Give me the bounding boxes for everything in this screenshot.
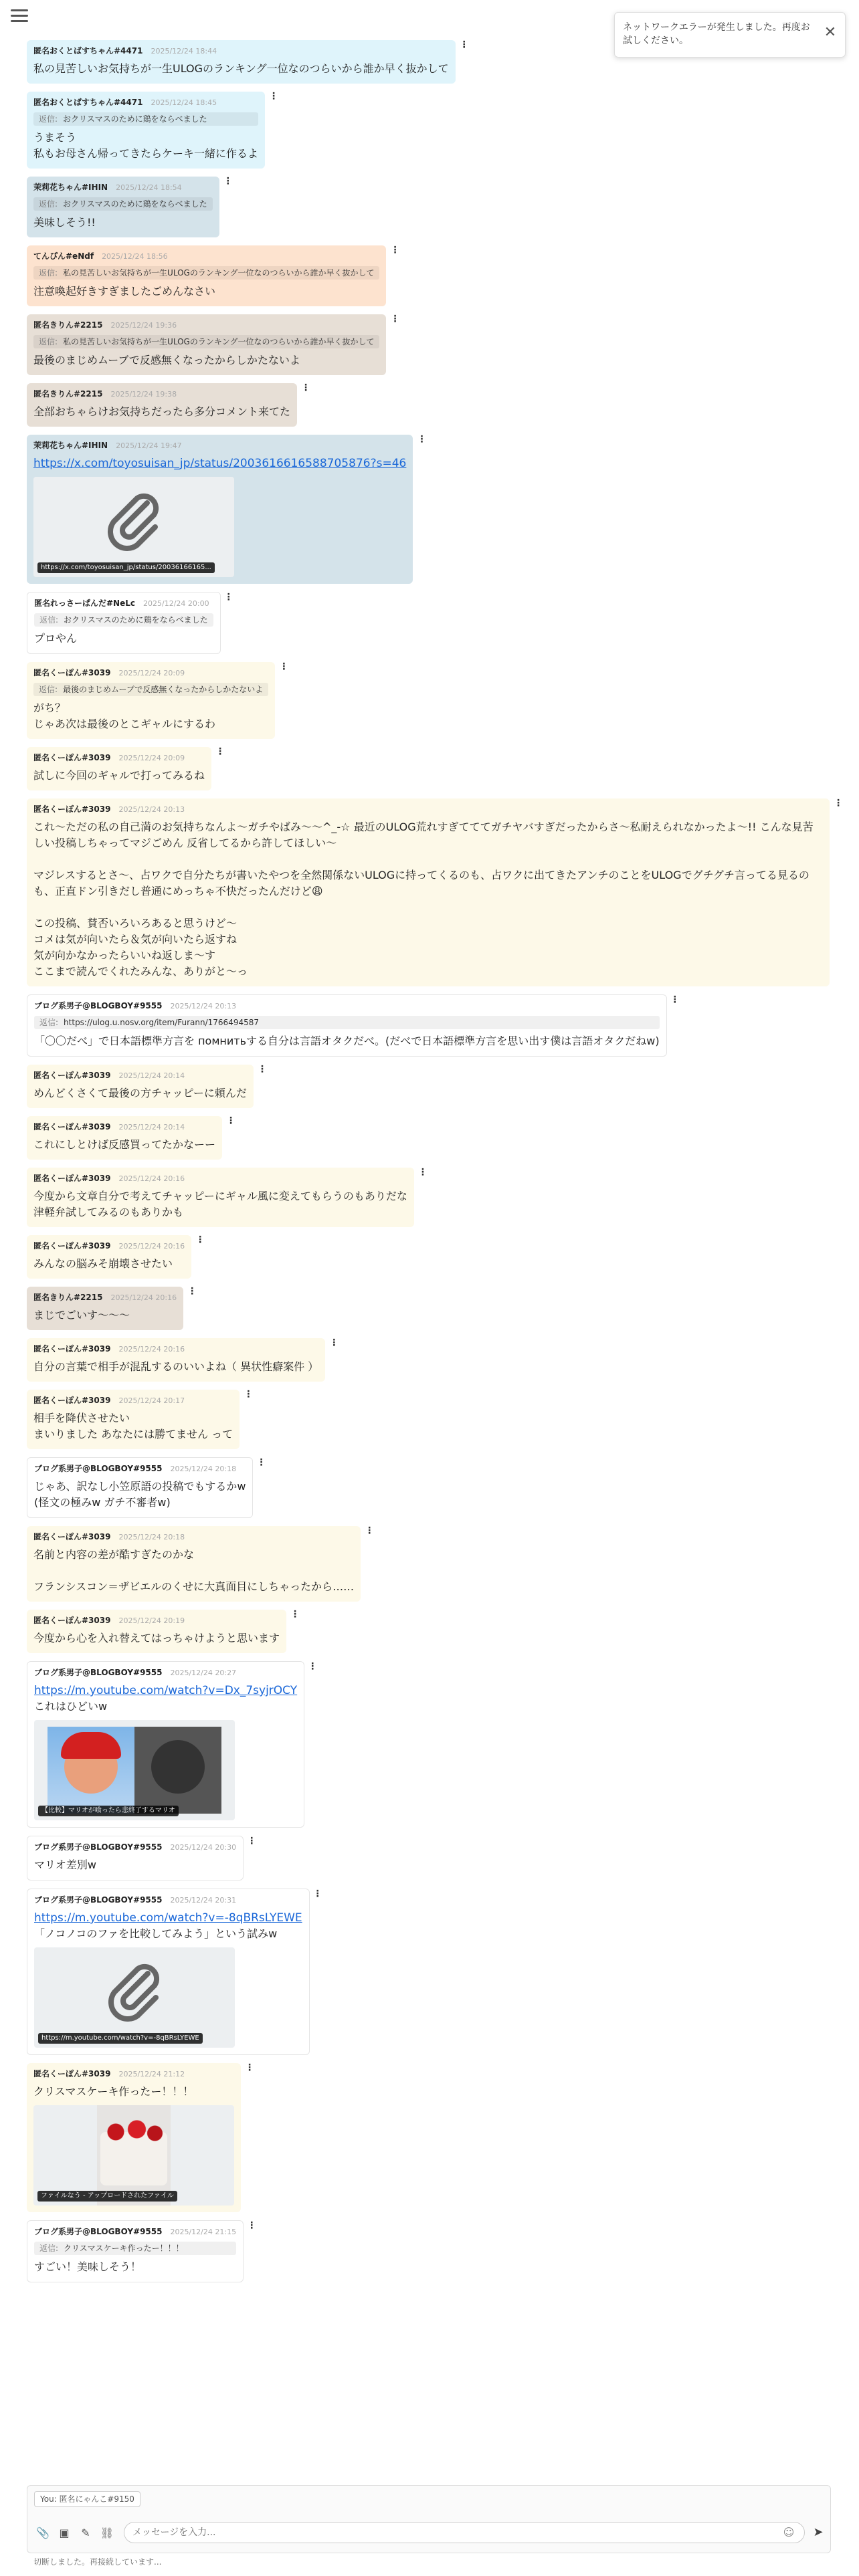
- message-header: [33, 389, 290, 400]
- more-options-icon[interactable]: ⋮: [257, 1064, 267, 1075]
- error-toast: [614, 12, 846, 58]
- message-header: [34, 1667, 297, 1679]
- timestamp: 2025/12/24 19:47: [116, 441, 182, 450]
- message-header: [33, 804, 823, 815]
- timestamp: 2025/12/24 18:56: [102, 252, 168, 261]
- message-body: がち？ じゃあ次は最後のとこギャルにするわ: [33, 702, 216, 730]
- chat-message: [27, 1115, 236, 1160]
- chat-message: [27, 39, 469, 84]
- message-header: [34, 2226, 236, 2238]
- author-name[interactable]: 匿名くーぽん#3039: [33, 804, 111, 814]
- message-body: 私の見苦しいお気持ちが一生ULOGのランキング一位なのつらいから誰か早く抜かして: [33, 62, 449, 75]
- timestamp: 2025/12/24 20:13: [118, 805, 185, 814]
- author-name[interactable]: ブログ系男子@BLOGBOY#9555: [34, 2227, 163, 2236]
- message-header: [33, 440, 406, 451]
- message-row: [27, 177, 830, 245]
- reply-quote: [33, 197, 213, 211]
- author-name[interactable]: 匿名くーぽん#3039: [33, 1071, 111, 1080]
- message-input[interactable]: [124, 2522, 805, 2543]
- author-name[interactable]: 匿名くーぽん#3039: [33, 668, 111, 677]
- message-row: [27, 1526, 830, 1610]
- more-options-icon[interactable]: ⋮: [223, 592, 233, 603]
- author-name[interactable]: ブログ系男子@BLOGBOY#9555: [34, 1842, 163, 1852]
- message-row: [27, 1661, 830, 1836]
- attach-icon[interactable]: 📎: [36, 2527, 50, 2539]
- message-row: [27, 245, 830, 314]
- more-options-icon[interactable]: ⋮: [459, 39, 469, 50]
- chat-message: [27, 661, 289, 739]
- message-body: 試しに今回のギャルで打ってみるね: [33, 769, 205, 782]
- more-options-icon[interactable]: ⋮: [279, 661, 289, 672]
- message-body: 今度から心を入れ替えてはっちゃけようと思います: [33, 1632, 280, 1644]
- more-options-icon[interactable]: ⋮: [247, 1836, 257, 1846]
- reply-text: おクリスマスのために鶏をならべました: [64, 615, 208, 625]
- emoji-icon[interactable]: ☺: [783, 2526, 795, 2539]
- message-row: [27, 1338, 830, 1390]
- link-preview[interactable]: [34, 1947, 235, 2048]
- more-options-icon[interactable]: ⋮: [247, 2220, 257, 2231]
- reply-quote: [33, 112, 258, 126]
- message-header: [33, 45, 449, 57]
- message-body: 自分の言葉で相手が混乱するのいいよね（ 異状性癖案件 ）: [33, 1360, 319, 1373]
- more-options-icon[interactable]: ⋮: [215, 746, 225, 757]
- message-row: [27, 592, 830, 662]
- more-options-icon[interactable]: ⋮: [256, 1457, 266, 1468]
- timestamp: 2025/12/24 20:09: [118, 754, 185, 762]
- message-header: [33, 1121, 215, 1133]
- reply-text: 私の見苦しいお気持ちが一生ULOGのランキング一位なのつらいから誰か早く抜かして: [63, 337, 375, 346]
- message-body: 最後のまじめムーブで反感無くなったからしかたないよ: [33, 354, 300, 366]
- reply-text: おクリスマスのために鶏をならべました: [63, 199, 207, 209]
- timestamp: 2025/12/24 20:19: [118, 1616, 185, 1625]
- chat-message: [27, 592, 233, 654]
- more-options-icon[interactable]: ⋮: [301, 383, 311, 393]
- message-header: [33, 667, 268, 679]
- message-row: [27, 2220, 830, 2290]
- toast-message: ネットワークエラーが発生しました。再度お試しください。: [623, 22, 810, 46]
- message-body: 名前と内容の差が酷すぎたのかな フランシスコン＝ザビエルのくせに大真面目にしちゃったから……: [33, 1548, 355, 1593]
- message-row: [27, 994, 830, 1065]
- message-header: [34, 598, 213, 609]
- author-name[interactable]: 匿名くーぽん#3039: [33, 1616, 111, 1625]
- more-options-icon[interactable]: ⋮: [195, 1235, 205, 1245]
- link-icon[interactable]: ⛓: [100, 2527, 114, 2539]
- message-header: [33, 97, 258, 108]
- message-row: [27, 1836, 830, 1889]
- preview-caption: https://m.youtube.com/watch?v=-8qBRsLYEWE: [38, 2033, 203, 2044]
- message-body: みんなの脳みそ崩壊させたい: [33, 1257, 173, 1270]
- reply-text: 私の見苦しいお気持ちが一生ULOGのランキング一位なのつらいから誰か早く抜かして: [63, 268, 375, 278]
- chat-message: [27, 994, 680, 1057]
- message-body: プロやん: [34, 632, 78, 645]
- author-name[interactable]: 匿名きりん#2215: [33, 1293, 103, 1302]
- chat-message: [27, 798, 843, 986]
- message-header: [33, 320, 379, 331]
- message-header: [34, 1842, 236, 1853]
- reply-text: https://ulog.u.nosv.org/item/Furann/1766494587: [64, 1018, 259, 1027]
- timestamp: 2025/12/24 20:16: [110, 1293, 177, 1302]
- message-header: [33, 251, 379, 262]
- reply-quote: [33, 266, 379, 280]
- more-options-icon[interactable]: ⋮: [670, 994, 680, 1005]
- message-header: [33, 2068, 234, 2080]
- message-row: [27, 1457, 830, 1526]
- message-body: うまそう 私もお母さん帰ってきたらケーキ一緒に作るよ: [33, 131, 259, 160]
- message-body: まじでごいす〜〜〜: [33, 1309, 130, 1321]
- message-body: マリオ差別w: [34, 1858, 96, 1871]
- reply-tag: 返信:: [39, 2244, 59, 2253]
- thumbnail-right: [134, 1727, 221, 1814]
- chat-message: [27, 2220, 257, 2282]
- dark-face: [151, 1740, 205, 1794]
- chat-message: [27, 1836, 257, 1881]
- message-row: [27, 1390, 830, 1457]
- reply-tag: 返信:: [39, 337, 58, 346]
- more-options-icon[interactable]: ⋮: [390, 245, 400, 255]
- author-name[interactable]: 匿名れっさーぱんだ#NeLc: [34, 599, 135, 608]
- hamburger-menu-icon[interactable]: [11, 9, 28, 23]
- reply-tag: 返信:: [39, 615, 59, 625]
- chat-message: [27, 1609, 300, 1653]
- message-body: これにしとけば反感買ってたかなーー: [33, 1138, 216, 1151]
- message-header: [33, 1292, 177, 1303]
- timestamp: 2025/12/24 20:16: [118, 1242, 185, 1251]
- timestamp: 2025/12/24 20:17: [118, 1396, 185, 1405]
- message-row: [27, 314, 830, 383]
- message-body: 今度から文章自分で考えてチャッピーにギャル風に変えてもらうのもありだな 津軽弁試してみるのもありかも: [33, 1190, 407, 1218]
- message-row: [27, 1168, 830, 1235]
- author-name[interactable]: 匿名くーぽん#3039: [33, 1241, 111, 1251]
- message-body: めんどくさくて最後の方チャッピーに頼んだ: [33, 1087, 247, 1099]
- author-name[interactable]: 匿名きりん#2215: [33, 320, 103, 330]
- more-options-icon[interactable]: ⋮: [223, 176, 233, 187]
- message-row: [27, 1610, 830, 1661]
- link-preview[interactable]: [33, 477, 234, 577]
- message-header: [33, 1615, 280, 1626]
- author-name[interactable]: ブログ系男子@BLOGBOY#9555: [34, 1668, 163, 1677]
- author-name[interactable]: ブログ系男子@BLOGBOY#9555: [34, 1464, 163, 1473]
- reply-quote: [34, 2242, 236, 2255]
- message-row: [27, 662, 830, 747]
- timestamp: 2025/12/24 19:36: [110, 321, 177, 330]
- image-icon[interactable]: ▣: [59, 2527, 70, 2539]
- more-options-icon[interactable]: ⋮: [417, 434, 427, 445]
- message-header: [33, 752, 205, 764]
- message-row: [27, 1235, 830, 1287]
- reply-quote: [33, 335, 379, 348]
- message-body: これ〜ただの私の自己満のお気持ちなんよ〜ガチやばみ〜〜^_-☆ 最近のULOG荒れすぎてててガチヤバすぎだったからさ〜私耐えられなかったよ〜!! こんな見苦しい投稿しちゃってマジごめん 反省してるから許してほしい〜 マジレスするとさ〜、占ワクで自分たちが書いたやつを全然関係ないULOGに持ってくるのも、占ワクに出てきたアンチのことをULOGでグチグチ言ってる見るのも、正直ドン引きだし普通にめっちゃ不快だったんだけど😩 この投稿、賛否いろいろあると思うけど〜 コメは気が向いたら＆気が向いたら返すね 気が向かなかったらいいね返しま〜す ここまで読んでくれたみんな、ありがと〜っ: [33, 821, 814, 978]
- more-options-icon[interactable]: ⋮: [244, 1389, 254, 1400]
- reply-tag: 返信:: [39, 268, 58, 278]
- message-body: これはひどいw: [34, 1700, 108, 1713]
- message-body: クリスマスケーキ作ったー！！！: [33, 2085, 194, 2098]
- author-name[interactable]: ブログ系男子@BLOGBOY#9555: [34, 1001, 163, 1010]
- author-name[interactable]: 匿名くーぽん#3039: [33, 1344, 111, 1354]
- author-name[interactable]: 匿名くーぽん#3039: [33, 753, 111, 762]
- more-options-icon[interactable]: ⋮: [226, 1115, 236, 1126]
- message-body: 注意喚起好きすぎましたごめんなさい: [33, 285, 216, 298]
- message-row: [27, 383, 830, 435]
- message-link[interactable]: https://m.youtube.com/watch?v=-8qBRsLYEWE: [34, 1911, 302, 1925]
- author-name[interactable]: 匿名くーぽん#3039: [33, 2069, 111, 2078]
- message-body: じゃあ、訳なし小笠原語の投稿でもするかw (怪文の極みw ガチ不審者w): [34, 1480, 246, 1509]
- timestamp: 2025/12/24 21:12: [118, 2070, 185, 2078]
- chat-message: [27, 1457, 266, 1518]
- message-row: [27, 798, 843, 994]
- message-body: 美味しそう!!: [33, 216, 96, 229]
- chat-message: [27, 1064, 267, 1108]
- author-name[interactable]: 茉莉花ちゃん#IHIN: [33, 183, 108, 192]
- chat-message: [27, 1661, 318, 1828]
- reply-tag: 返信:: [39, 1018, 59, 1027]
- reply-quote: [34, 613, 213, 627]
- message-header: [34, 1895, 302, 1906]
- chat-message: [27, 1525, 375, 1602]
- timestamp: 2025/12/24 21:15: [170, 2228, 237, 2236]
- reply-text: クリスマスケーキ作ったー！！！: [64, 2244, 184, 2253]
- message-row: [27, 1889, 830, 2063]
- reply-tag: 返信:: [39, 114, 58, 124]
- more-options-icon[interactable]: ⋮: [834, 798, 843, 809]
- chat-message: [27, 1889, 322, 2055]
- timestamp: 2025/12/24 20:14: [118, 1071, 185, 1080]
- message-body: 全部おちゃらけお気持ちだったら多分コメント来てた: [33, 405, 291, 418]
- more-options-icon[interactable]: ⋮: [329, 1337, 339, 1348]
- reply-tag: 返信:: [39, 685, 58, 694]
- chat-message: [27, 383, 311, 427]
- author-name[interactable]: ブログ系男子@BLOGBOY#9555: [34, 1895, 163, 1905]
- author-name[interactable]: 匿名くーぽん#3039: [33, 1396, 111, 1405]
- timestamp: 2025/12/24 20:18: [170, 1465, 237, 1473]
- more-options-icon[interactable]: ⋮: [245, 2062, 254, 2073]
- message-feed: [27, 39, 843, 2290]
- message-body: 「〇〇だべ」で日本語標準方言を помнитьする自分は言語オタクだべ。(だべで日本語標準方言を思い出す僕は言語オタクだねw): [34, 1035, 660, 1047]
- timestamp: 2025/12/24 18:54: [116, 183, 182, 192]
- timestamp: 2025/12/24 18:44: [151, 47, 217, 56]
- close-icon[interactable]: ✕: [824, 24, 837, 41]
- message-body: 「ノコノコのファを比較してみよう」という試みw: [34, 1927, 278, 1940]
- chat-message: [27, 91, 279, 169]
- chat-message: [27, 1235, 205, 1279]
- chat-message: [27, 1389, 254, 1449]
- reply-quote: [34, 1016, 660, 1029]
- reply-quote: [33, 683, 268, 696]
- author-name[interactable]: 茉莉花ちゃん#IHIN: [33, 441, 108, 450]
- current-user-label: You: 匿名にゃんこ#9150: [34, 2491, 140, 2507]
- message-link[interactable]: https://x.com/toyosuisan_jp/status/2003616616588705876?s=46: [33, 457, 407, 470]
- reply-text: 最後のまじめムーブで反感無くなったからしかたないよ: [63, 685, 264, 694]
- preview-caption: https://x.com/toyosuisan_jp/status/20036166165...: [37, 562, 215, 573]
- more-options-icon[interactable]: ⋮: [365, 1525, 375, 1536]
- message-body: すごい！美味しそう！: [34, 2260, 142, 2273]
- timestamp: 2025/12/24 20:13: [170, 1002, 237, 1010]
- more-options-icon[interactable]: ⋮: [312, 1889, 322, 1899]
- timestamp: 2025/12/24 20:16: [118, 1174, 185, 1183]
- more-options-icon[interactable]: ⋮: [390, 314, 400, 324]
- message-row: [27, 92, 830, 177]
- timestamp: 2025/12/24 18:45: [151, 98, 217, 107]
- message-header: [33, 1173, 407, 1184]
- timestamp: 2025/12/24 20:16: [118, 1345, 185, 1354]
- chat-message: [27, 1286, 197, 1330]
- message-header: [34, 1000, 660, 1012]
- preview-caption: ファイルなう - アップロードされたファイル: [37, 2191, 177, 2202]
- message-composer: [27, 2485, 831, 2553]
- message-row: [27, 435, 830, 592]
- strawberries: [104, 2119, 164, 2145]
- preview-caption: 【比較】マリオが喰ったら悲終了するマリオ: [38, 1806, 179, 1816]
- message-header: [33, 1070, 247, 1081]
- author-name[interactable]: 匿名おくとばすちゃん#4471: [33, 98, 143, 107]
- author-name[interactable]: 匿名くーぽん#3039: [33, 1174, 111, 1183]
- author-name[interactable]: てんぴん#eNdf: [33, 251, 94, 261]
- message-row: [27, 1287, 830, 1338]
- author-name[interactable]: 匿名おくとばすちゃん#4471: [33, 46, 143, 56]
- mario-hat: [61, 1732, 121, 1759]
- message-header: [33, 1241, 185, 1252]
- paperclip-icon: [101, 1957, 168, 2024]
- more-options-icon[interactable]: ⋮: [269, 91, 279, 102]
- timestamp: 2025/12/24 20:27: [170, 1669, 237, 1677]
- link-preview[interactable]: [33, 2105, 234, 2206]
- message-body: 相手を降伏させたい まいりました あなたには勝てません って: [33, 1412, 233, 1440]
- author-name[interactable]: 匿名くーぽん#3039: [33, 1122, 111, 1132]
- more-options-icon[interactable]: ⋮: [290, 1609, 300, 1620]
- message-header: [33, 1395, 233, 1406]
- timestamp: 2025/12/24 20:00: [143, 599, 209, 608]
- chat-message: [27, 1167, 427, 1227]
- chat-message: [27, 2062, 254, 2212]
- paperclip-icon: [100, 486, 167, 553]
- reply-text: おクリスマスのために鶏をならべました: [63, 114, 207, 124]
- timestamp: 2025/12/24 20:30: [170, 1843, 237, 1852]
- timestamp: 2025/12/24 20:18: [118, 1533, 185, 1541]
- send-icon[interactable]: ➤: [813, 2525, 824, 2539]
- timestamp: 2025/12/24 19:38: [110, 390, 177, 399]
- thumbnail-left: [47, 1727, 134, 1814]
- chat-message: [27, 1337, 339, 1382]
- message-row: [27, 747, 830, 798]
- chat-message: [27, 245, 400, 306]
- connection-status: 切断しました。再接続しています...: [33, 2557, 162, 2567]
- message-header: [33, 1344, 318, 1355]
- timestamp: 2025/12/24 20:31: [170, 1896, 237, 1905]
- reply-tag: 返信:: [39, 199, 58, 209]
- message-link[interactable]: https://m.youtube.com/watch?v=Dx_7syjrOCY: [34, 1684, 298, 1697]
- message-header: [33, 1531, 354, 1543]
- chat-message: [27, 434, 427, 584]
- chat-message: [27, 314, 400, 375]
- author-name[interactable]: 匿名きりん#2215: [33, 389, 103, 399]
- edit-icon[interactable]: ✎: [81, 2527, 90, 2539]
- link-preview[interactable]: [34, 1720, 235, 1820]
- message-row: [27, 2063, 830, 2220]
- more-options-icon[interactable]: ⋮: [187, 1286, 197, 1297]
- chat-message: [27, 176, 233, 237]
- more-options-icon[interactable]: ⋮: [308, 1661, 318, 1672]
- message-header: [33, 182, 213, 193]
- message-row: [27, 1065, 830, 1116]
- video-thumbnail: [47, 1727, 221, 1814]
- chat-message: [27, 746, 225, 790]
- message-header: [34, 1463, 246, 1475]
- timestamp: 2025/12/24 20:09: [118, 669, 185, 677]
- more-options-icon[interactable]: ⋮: [417, 1167, 427, 1178]
- message-row: [27, 1116, 830, 1168]
- timestamp: 2025/12/24 20:14: [118, 1123, 185, 1132]
- author-name[interactable]: 匿名くーぽん#3039: [33, 1532, 111, 1541]
